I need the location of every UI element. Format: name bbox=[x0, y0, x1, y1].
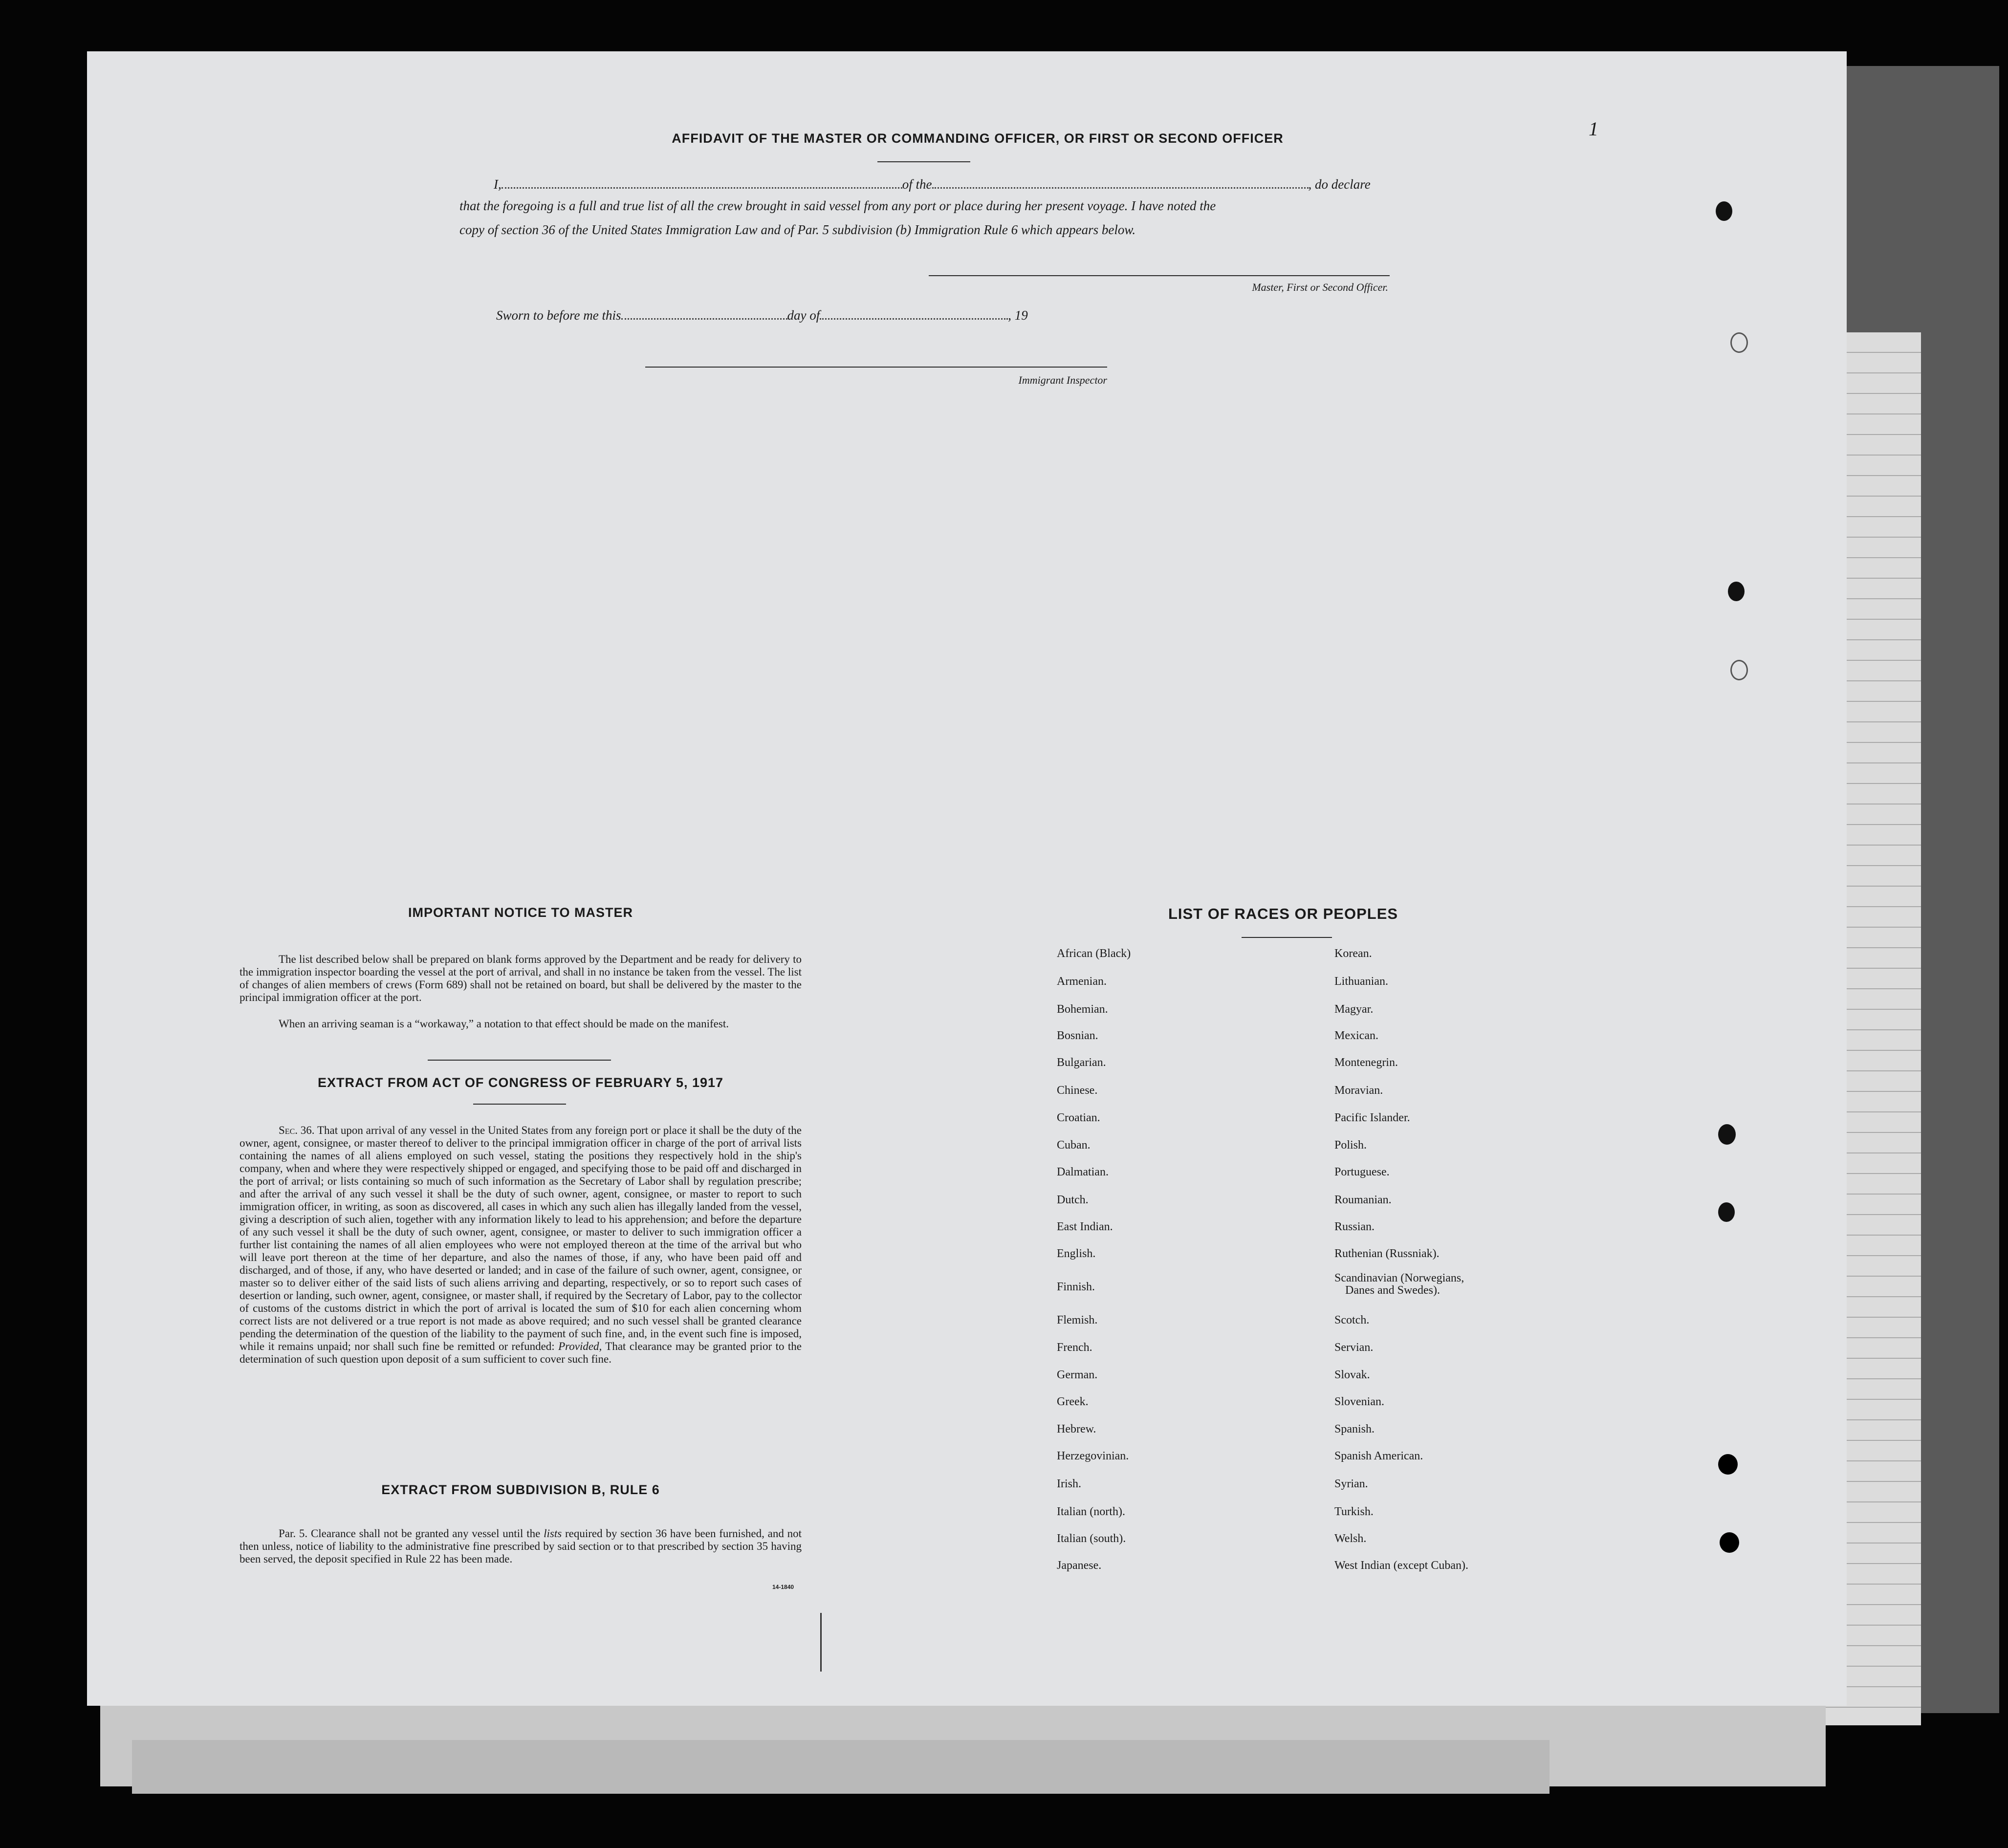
section-36-text-end: That clearance may be granted prior to the determination of such question upon deposit of a sum sufficient to cover such fine. bbox=[240, 1340, 802, 1365]
race-item: Italian (north). bbox=[1057, 1505, 1125, 1518]
race-item: Syrian. bbox=[1334, 1478, 1368, 1490]
race-item: Japanese. bbox=[1057, 1559, 1102, 1572]
punch-hole bbox=[1716, 201, 1732, 221]
race-item: Turkish. bbox=[1334, 1505, 1374, 1518]
race-item: Polish. bbox=[1334, 1139, 1367, 1152]
sworn-year: , 19 bbox=[1008, 308, 1028, 323]
master-signature-label: Master, First or Second Officer. bbox=[1252, 281, 1388, 293]
race-item: Portuguese. bbox=[1334, 1166, 1390, 1178]
notice-title: IMPORTANT NOTICE TO MASTER bbox=[408, 905, 633, 920]
race-item: Mexican. bbox=[1334, 1029, 1378, 1042]
race-item: Italian (south). bbox=[1057, 1532, 1126, 1545]
race-item: Slovak. bbox=[1334, 1369, 1370, 1381]
race-item: Greek. bbox=[1057, 1395, 1089, 1408]
race-item: African (Black) bbox=[1057, 947, 1131, 960]
affidavit-of-the: of the bbox=[902, 177, 932, 192]
race-item: Finnish. bbox=[1057, 1281, 1095, 1293]
inspector-signature-label: Immigrant Inspector bbox=[1018, 374, 1107, 386]
races-title: LIST OF RACES OR PEOPLES bbox=[1168, 905, 1398, 922]
race-item: Korean. bbox=[1334, 947, 1372, 960]
divider bbox=[428, 1060, 611, 1061]
race-item: Moravian. bbox=[1334, 1084, 1383, 1097]
punch-hole bbox=[1720, 1532, 1739, 1553]
punch-hole bbox=[1718, 1202, 1735, 1222]
affidavit-line-2: that the foregoing is a full and true list of all the crew brought in said vessel from any port or place during her present voyage. I have noted the bbox=[459, 198, 1216, 213]
day-blank bbox=[621, 318, 787, 320]
rule6-paragraph bbox=[240, 1527, 802, 1565]
rule6-text-b: required by section 36 have been furnished, and not then unless, notice of liability to the administrative fine prescribed by said section or to that prescribed by section 35 having been served, the deposit specified in Rule 22 has been made. bbox=[240, 1527, 802, 1565]
race-item: Chinese. bbox=[1057, 1084, 1098, 1097]
sworn-day-of: day of bbox=[787, 308, 820, 323]
scan-mark bbox=[820, 1613, 822, 1672]
race-item: Dalmatian. bbox=[1057, 1166, 1109, 1178]
rule6-title: EXTRACT FROM SUBDIVISION B, RULE 6 bbox=[381, 1482, 660, 1497]
race-item: Pacific Islander. bbox=[1334, 1111, 1410, 1124]
race-item: Dutch. bbox=[1057, 1194, 1089, 1206]
punch-hole bbox=[1730, 660, 1748, 680]
race-item: Roumanian. bbox=[1334, 1194, 1392, 1206]
race-item: Ruthenian (Russniak). bbox=[1334, 1247, 1440, 1260]
notice-paragraph-1: The list described below shall be prepared on blank forms approved by the Department and be ready for delivery to the immigration inspector boarding the vessel at the port of arrival, and shall in no instance be taken from the vessel. The list of changes of alien members of crews (Form 689) shall not be retained on board, but shall be delivered by the master to the principal immigration officer at the port. bbox=[240, 953, 802, 1003]
race-item: Cuban. bbox=[1057, 1139, 1091, 1152]
divider bbox=[877, 161, 970, 162]
race-item: Hebrew. bbox=[1057, 1423, 1096, 1435]
race-item: Bohemian. bbox=[1057, 1003, 1108, 1016]
act-title: EXTRACT FROM ACT OF CONGRESS OF FEBRUARY 5, 1917 bbox=[317, 1075, 724, 1090]
race-item: Welsh. bbox=[1334, 1532, 1367, 1545]
race-item: Armenian. bbox=[1057, 975, 1107, 988]
punch-hole bbox=[1718, 1454, 1738, 1475]
race-item: Slovenian. bbox=[1334, 1395, 1384, 1408]
background-sheet-bottom-edge bbox=[132, 1740, 1550, 1794]
race-item: Irish. bbox=[1057, 1478, 1081, 1490]
inspector-signature-line bbox=[645, 367, 1107, 368]
divider bbox=[473, 1104, 566, 1105]
punch-hole bbox=[1718, 1124, 1736, 1145]
race-item: English. bbox=[1057, 1247, 1096, 1260]
race-item: East Indian. bbox=[1057, 1220, 1113, 1233]
master-signature-line bbox=[929, 275, 1390, 276]
race-item: Spanish American. bbox=[1334, 1450, 1423, 1462]
race-item: Lithuanian. bbox=[1334, 975, 1388, 988]
divider bbox=[1242, 937, 1332, 938]
race-item: German. bbox=[1057, 1369, 1098, 1381]
act-section-36 bbox=[240, 1124, 802, 1366]
affidavit-line-3: copy of section 36 of the United States Immigration Law and of Par. 5 subdivision (b) Immigration Rule 6 which appears below. bbox=[459, 222, 1136, 237]
race-item: Bulgarian. bbox=[1057, 1056, 1106, 1069]
race-item: French. bbox=[1057, 1341, 1092, 1354]
lists-word: lists bbox=[544, 1527, 562, 1540]
race-item: Flemish. bbox=[1057, 1314, 1098, 1326]
punch-hole bbox=[1728, 582, 1745, 601]
provided-word: Provided, bbox=[558, 1340, 602, 1352]
affidavit-i: I, bbox=[494, 177, 502, 192]
name-blank bbox=[502, 187, 902, 189]
race-item: Herzegovinian. bbox=[1057, 1450, 1129, 1462]
race-item: West Indian (except Cuban). bbox=[1334, 1559, 1468, 1572]
notice-paragraph-2: When an arriving seaman is a “workaway,” a notation to that effect should be made on the manifest. bbox=[279, 1018, 729, 1030]
month-blank bbox=[820, 318, 1008, 320]
page-mark: 1 bbox=[1589, 118, 1598, 140]
race-item: Bosnian. bbox=[1057, 1029, 1098, 1042]
sworn-line bbox=[496, 308, 1028, 323]
race-item: Croatian. bbox=[1057, 1111, 1100, 1124]
race-item: Servian. bbox=[1334, 1341, 1374, 1354]
race-item: Scandinavian (Norwegians, bbox=[1334, 1272, 1464, 1284]
race-item: Scotch. bbox=[1334, 1314, 1370, 1326]
affidavit-title: AFFIDAVIT OF THE MASTER OR COMMANDING OFFICER, OR FIRST OR SECOND OFFICER bbox=[672, 131, 1284, 146]
form-number: 14-1840 bbox=[772, 1584, 794, 1590]
document-page bbox=[87, 51, 1847, 1706]
race-item: Spanish. bbox=[1334, 1423, 1375, 1435]
race-item: Montenegrin. bbox=[1334, 1056, 1398, 1069]
race-item: Russian. bbox=[1334, 1220, 1375, 1233]
section-36-text: That upon arrival of any vessel in the United States from any foreign port or place it shall be the duty of the owner, agent, consignee, or master thereof to deliver to the principal immigration officer in charge of the port of arrival lists containing the names of all aliens employed on such vessel, stating the positions they respectively hold in the ship's company, when and where they were respectively shipped or engaged, and specifying those to be paid off and discharged in the port of arrival; or lists containing so much of such information as the Secretary of Labor shall by regulation prescribe; and after the arrival of any such vessel it shall be the duty of such owner, agent, consignee, or master to report to such immigration officer, in writing, as soon as discovered, all cases in which any such alien has illegally landed from the vessel, giving a description of such alien, together with any information likely to lead to his apprehension; and before the departure of any such vessel it shall be the duty of such owner, agent, consignee, or master to deliver to such immigration officer a further list containing the names of all alien employees who were not employed thereon at the time of the arrival but who will leave port thereon at the time of her departure, and also the names of those, if any, who have been paid off and discharged, and of those, if any, who have deserted or landed; and in case of the failure of such owner, agent, consignee, or master so to deliver either of the said lists of such aliens arriving and departing, respectively, or so to report such cases of desertion or landing, such owner, agent, consignee, or master shall, if required by the Secretary of Labor, pay to the collector of customs of the customs district in which the port of arrival is located the sum of $10 for each alien concerning whom correct lists are not delivered or a true report is not made as above required; and no such vessel shall be granted clearance pending the determination of the question of the liability to the payment of such fine, and, in the event such fine is imposed, while it remains unpaid; nor shall such fine be remitted or refunded: bbox=[240, 1124, 802, 1352]
section-label: Sec. 36. bbox=[279, 1124, 315, 1136]
rule6-text-a: Par. 5. Clearance shall not be granted any vessel until the bbox=[279, 1527, 541, 1540]
race-item: Magyar. bbox=[1334, 1003, 1374, 1016]
affidavit-do-declare: , do declare bbox=[1308, 177, 1371, 192]
affidavit-line-1 bbox=[494, 177, 1388, 192]
punch-hole bbox=[1730, 332, 1748, 353]
vessel-blank bbox=[932, 187, 1309, 189]
sworn-text: Sworn to before me this bbox=[496, 308, 621, 323]
race-item: Danes and Swedes). bbox=[1345, 1284, 1440, 1297]
